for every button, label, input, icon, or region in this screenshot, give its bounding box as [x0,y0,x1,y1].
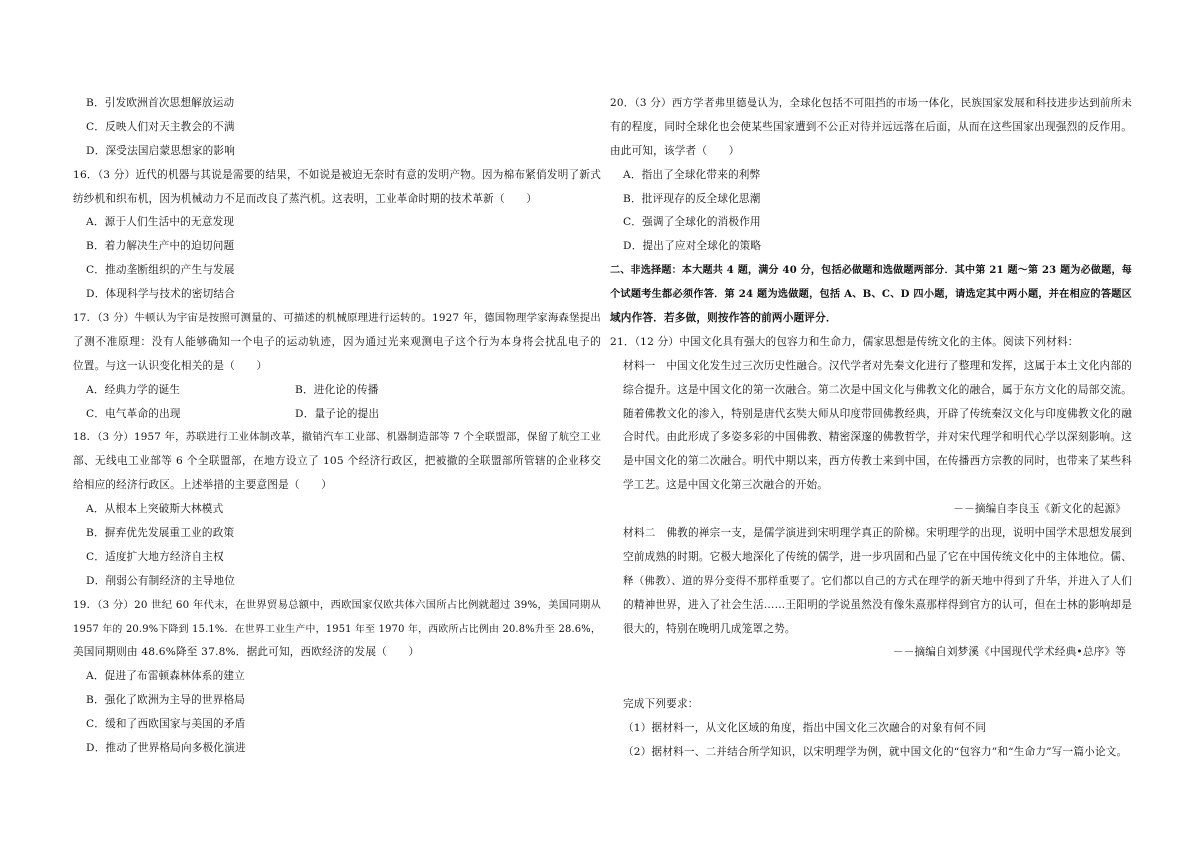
q18-stem-line: 18．（3 分）1957 年，苏联进行工业体制改革，撤销汽车工业部、机器制造部等 7 个全联盟部，保留了航空工业 [73,431,601,444]
q15-option-c: C．反映人们对天主教会的不满 [86,120,235,133]
left-column [73,92,601,761]
material-1-line: 合时代。由此形成了多姿多彩的中国佛教、精密深邃的佛教哲学，并对宋代理学和明代心学以深刻影响。这 [623,431,1132,444]
q19-stem-line: 1957 年的 20.9%下降到 15.1%．在世界工业生产中，1951 年至 1970 年，西欧所占比例由 20.8%升至 28.6%， [73,623,601,635]
material-1-line: 材料一 中国文化发生过三次历史性融合。汉代学者对先秦文化进行了整理和发挥，这属于本土文化内部的 [623,359,1132,372]
q15-option-d: D．深受法国启蒙思想家的影响 [86,144,236,157]
q17-option-d: D．量子论的提出 [295,407,380,420]
q20-option-b: B．批评现存的反全球化思潮 [623,192,761,205]
section-heading-line: 二、非选择题：本大题共 4 题，满分 40 分，包括必做题和选做题两部分．其中第 21 题～第 23 题为必做题，每 [610,265,1132,277]
q20-option-c: C．强调了全球化的消极作用 [623,216,761,229]
q20-stem-line: 由此可知，该学者（ ） [610,144,740,157]
spacer [610,665,1132,693]
task-title: 完成下列要求： [623,698,699,711]
q17-options-row [73,379,601,403]
q19-option-c: C．缓和了西欧国家与美国的矛盾 [86,718,246,731]
q18-option-b: B．摒弃优先发展重工业的政策 [86,527,235,540]
q18-option-a: A．从根本上突破斯大林模式 [86,503,224,516]
q17-stem-line: 位置。与这一认识变化相关的是（ ） [73,359,268,372]
material-2-source: －－摘编自刘梦溪《中国现代学术经典•总序》等 [892,646,1126,659]
q19-stem-line: 美国同期则由 48.6%降至 37.8%．据此可知，西欧经济的发展（ ） [73,646,420,659]
q15-option-b: B．引发欧洲首次思想解放运动 [86,97,235,109]
material-2-line: 材料二 佛教的禅宗一支，是儒学演进到宋明理学真正的阶梯。宋明理学的出现，说明中国学术思想发展到 [623,527,1132,540]
q20-option-a: A．指出了全球化带来的利弊 [623,168,761,181]
material-2-line: 空前成熟的时期。它极大地深化了传统的儒学，进一步巩固和凸显了它在中国传统文化中的主体地位。儒、 [623,550,1132,563]
q17-stem-line: 了测不准原理：没有人能够确知一个电子的运动轨迹，因为通过光来观测电子这个行为本身将会扰乱电子的 [73,335,601,348]
section-heading-line: 域内作答．若多做，则按作答的前两小题评分． [610,312,837,325]
task-item-1: （1）据材料一，从文化区域的角度，指出中国文化三次融合的对象有何不同 [623,722,987,735]
q21-stem: 21．（12 分）中国文化具有强大的包容力和生命力，儒家思想是传统文化的主体。阅读下列材料： [610,335,1079,348]
q16-option-a: A．源于人们生活中的无意发现 [86,216,235,229]
material-1-source: －－摘编自李良玉《新文化的起源》 [953,503,1126,516]
right-column [610,92,1132,765]
material-1-line: 学工艺。这是中国文化第三次融合的开始。 [623,479,829,492]
q16-option-d: D．体现科学与技术的密切结合 [86,288,236,301]
q16-stem-line: 16．（3 分）近代的机器与其说是需要的结果，不如说是被迫无奈时有意的发明产物。因为棉布紧俏发明了新式 [73,168,601,181]
q16-stem-line: 纺纱机和织布机，因为机械动力不足而改良了蒸汽机。这表明，工业革命时期的技术革新（ ） [73,192,538,205]
task-item-2: （2）据材料一、二并结合所学知识，以宋明理学为例，就中国文化的“包容力”和“生命力”写一篇小论文。 [623,746,1128,759]
material-2-line: 的精神世界，进入了社会生活……王阳明的学说虽然没有像朱熹那样得到官方的认可，但在士林的影响却是 [623,598,1132,611]
q17-option-a: A．经典力学的诞生 [86,383,181,396]
q20-stem-line: 20．（3 分）西方学者弗里德曼认为，全球化包括不可阻挡的市场一体化，民族国家发展和科技进步达到前所未 [610,97,1132,109]
q18-stem-line: 给相应的经济行政区。上述举措的主要意图是（ ） [73,479,333,492]
q17-options-row [73,403,601,427]
q19-option-b: B．强化了欧洲为主导的世界格局 [86,694,246,707]
material-1-line: 综合提升。这是中国文化的第一次融合。第二次是中国文化与佛教文化的融合，属于东方文化的局部交流。 [623,383,1132,396]
q16-option-b: B．着力解决生产中的迫切问题 [86,240,235,253]
q16-option-c: C．推动垄断组织的产生与发展 [86,264,235,277]
q17-stem-line: 17．（3 分）牛顿认为宇宙是按照可测量的、可描述的机械原理进行运转的。1927 年，德国物理学家海森堡提出 [73,312,601,325]
q18-option-d: D．削弱公有制经济的主导地位 [86,574,236,587]
material-1-line: 是中国文化的第二次融合。明代中期以来，西方传教士来到中国，在传播西方宗教的同时，也带来了某些科 [623,455,1132,468]
section-heading-line: 个试题考生都必须作答．第 24 题为选做题，包括 A、B、C、D 四小题，请选定其中两小题，并在相应的答题区 [610,288,1132,301]
q18-option-c: C．适度扩大地方经济自主权 [86,550,224,563]
q20-option-d: D．提出了应对全球化的策略 [623,240,762,253]
q17-option-c: C．电气革命的出现 [86,407,181,420]
material-1-line: 随着佛教文化的渗入，特别是唐代玄奘大师从印度带回佛教经典，开辟了传统秦汉文化与印度佛教文化的融 [623,407,1132,420]
q20-stem-line: 有的程度，同时全球化也会使某些国家遭到不公正对待并远远落在后面，从而在这些国家出现强烈的反作用。 [610,120,1132,133]
material-2-line: 释（佛教）、道的界分变得不那样重要了。它们都以自己的方式在理学的新天地中得到了升华，并进入了人们 [623,574,1132,587]
material-2-line: 很大的，特别在晚明几成笼罩之势。 [623,622,796,635]
q19-option-d: D．推动了世界格局向多极化演进 [86,742,246,755]
q18-stem-line: 部、无线电工业部等 6 个全联盟部，在地方设立了 105 个经济行政区，把被撤的全联盟部所管辖的企业移交 [73,455,601,468]
q19-stem-line: 19．（3 分）20 世纪 60 年代末，在世界贸易总额中，西欧国家仅欧共体六国所占比例就超过 39%，美国同期从 [73,598,601,611]
q19-option-a: A．促进了布雷顿森林体系的建立 [86,670,245,683]
q17-option-b: B．进化论的传播 [295,383,379,396]
